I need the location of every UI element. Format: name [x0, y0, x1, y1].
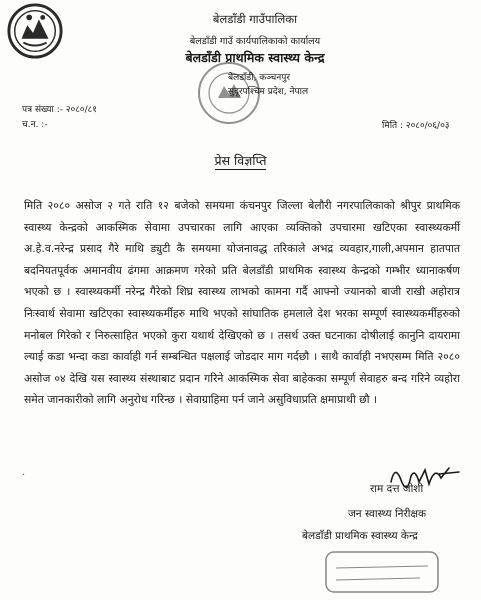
- municipality-name: बेलडाँडी गाउँपालिका: [212, 12, 298, 26]
- reference-number: पत्र संख्या :- २०८०/८१: [22, 105, 97, 115]
- signatory-seal-icon: [322, 548, 442, 596]
- dispatch-number: च.न. :-: [22, 120, 48, 130]
- government-emblem-icon: [6, 2, 64, 60]
- letter-date: मिति : २०८०/०६/०३: [382, 121, 450, 131]
- notice-title: [0, 152, 481, 169]
- signatory-office: बेलडाँडी प्राथमिक स्वास्थ्य केन्द्र: [302, 530, 418, 542]
- signatory-name: राम दत्त जोशी: [370, 483, 424, 495]
- office-name: बेलडाँडी गाउँ कार्यपालिकाको कार्यालय: [189, 36, 321, 47]
- notice-body: मिति २०८० असोज २ गते राति १२ बजेको समयमा कंचनपुर जिल्ला बेलौरी नगरपालिकाको श्रीपुर प्राथमिक स्वास्थ्य केन्द्रको आकस्मिक सेवामा उपचारका लागि आएका व्यक्तिको उपचारमा खटिएका स्वास्थ्यकर्मी अ.हे.व.नरेन्द्र प्रसाद गैरे माथि ड्युटी कै समयमा योजनावद्ध तरिकाले अभद्र व्यवहार,गाली,अपमान हातपात बदनियतपूर्वक अमानवीय ढंगमा आक्रमण गरेको प्रति बेलडाँडी प्राथमिक स्वास्थ्य केन्द्रको गम्भीर ध्यानाकर्षण भएको छ । स्वास्थ्यकर्मी नरेन्द्र गैरेको शिघ्र स्वास्थ्य लाभको कामना गर्दै आफ्नो ज्यानको बाजी राखी अहोरात्र निःस्वार्थ सेवामा खटिएका स्वास्थ्यकर्मीहरु माथि भएको सांघातिक हमलाले देश भरका सम्पूर्ण स्वास्थ्यकर्मीहरुको मनोबल गिरेको र निरुत्साहित भएको कुरा यथार्थ देखिएको छ । तसर्थ उक्त घटनाका दोषीलाई कानुनि दायरामा ल्याई कडा भन्दा कडा कार्वाही गर्न सम्बन्धित पक्षलाई जोडदार माग गर्दछौ । साथै कार्वाही नभएसम्म मिति २०८० असोज ०४ देखि यस स्वास्थ्य संस्थाबाट प्रदान गरिने आकस्मिक सेवा बाहेकका सम्पूर्ण सेवाहरु बन्द गरिने व्यहोरा समेत जानकारीको लागि अनुरोध गरिन्छ । सेवाग्राहिमा पर्न जाने असुविधाप्रति क्षमाप्राथी छौ ।: [24, 199, 460, 407]
- address-line-2: सुदूरपश्चिम प्रदेश, नेपाल: [228, 87, 309, 97]
- health-center-name: बेलडाँडी प्राथमिक स्वास्थ्य केन्द्र: [185, 50, 325, 65]
- notice-title-text: प्रेस विज्ञप्ति: [214, 153, 267, 168]
- signatory-designation: जन स्वास्थ्य निरीक्षक: [348, 508, 427, 520]
- address-line-1: बेलडाँडी, कञ्चनपुर: [228, 73, 291, 83]
- margin-mark: ·: [22, 470, 26, 481]
